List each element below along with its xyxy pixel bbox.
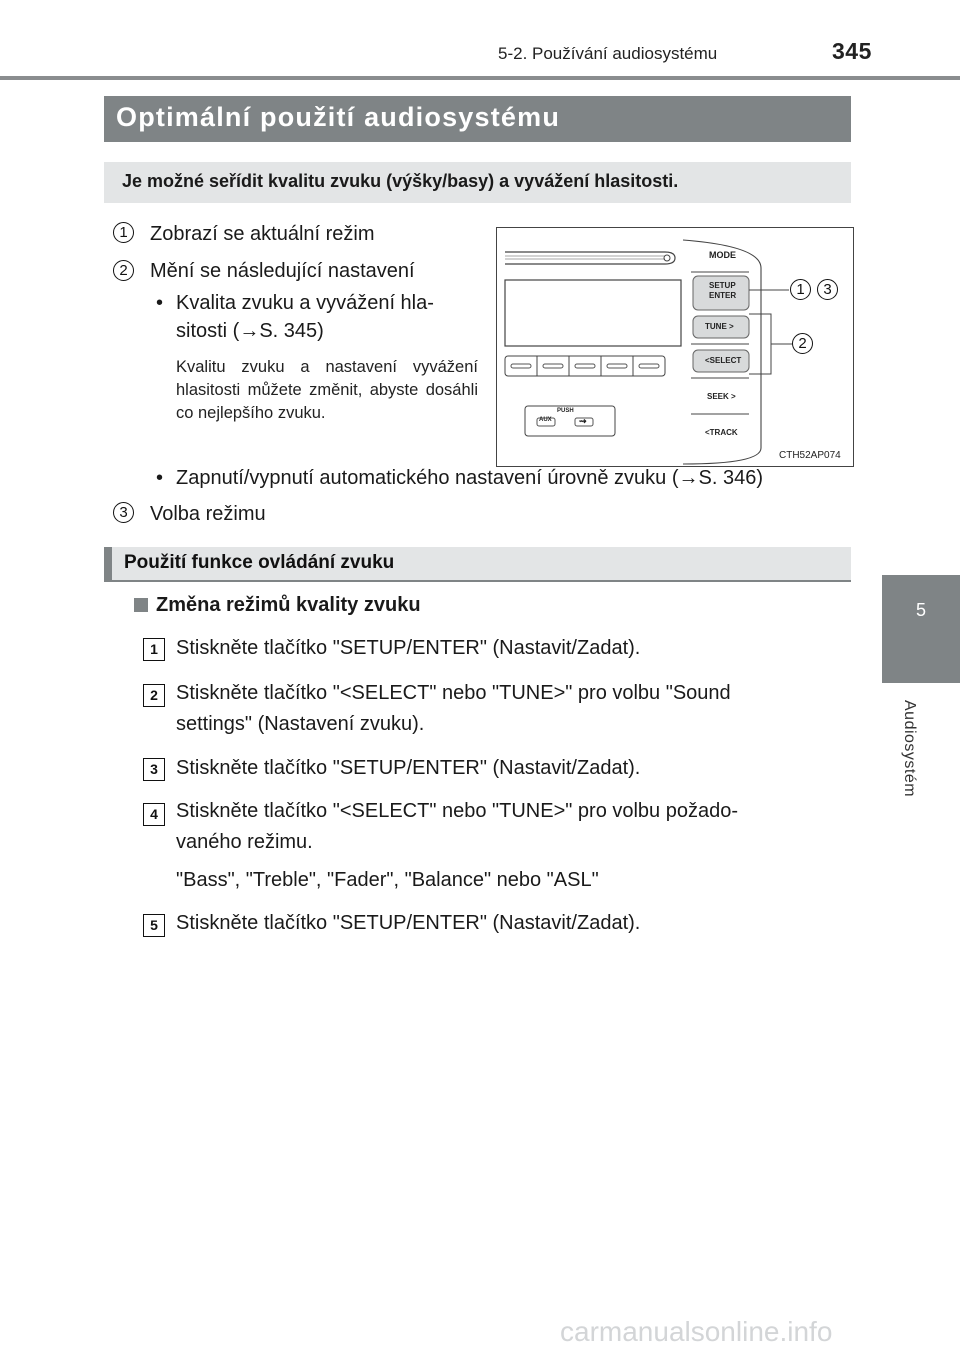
page-number: 345 xyxy=(832,38,872,64)
tune-button: TUNE > xyxy=(705,322,734,331)
subsection-rule xyxy=(104,580,851,582)
step-1-text: Stiskněte tlačítko "SETUP/ENTER" (Nastavit/Zadat). xyxy=(176,637,641,659)
item-1-text: Zobrazí se aktuální režim xyxy=(150,223,375,245)
figure-code: CTH52AP074 xyxy=(779,450,841,461)
step-4-line3: "Bass", "Treble", "Fader", "Balance" nebo "ASL" xyxy=(176,869,599,891)
step-2-number: 2 xyxy=(143,684,165,707)
mode-button: MODE xyxy=(709,250,736,260)
note-text: Kvalitu zvuku a nastavení vyvážení hlasitosti můžete změnit, abyste dosáhli co nejlepšího zvuku. xyxy=(176,358,478,422)
subsection-accent xyxy=(104,547,112,580)
subsection-heading: Změna režimů kvality zvuku xyxy=(156,594,421,616)
step-5-number: 5 xyxy=(143,914,165,937)
bullet-dot: • xyxy=(156,292,164,314)
chapter-tab xyxy=(882,575,960,683)
step-2-line1: Stiskněte tlačítko "<SELECT" nebo "TUNE>" pro volbu "Sound xyxy=(176,682,731,704)
step-4-line1: Stiskněte tlačítko "<SELECT" nebo "TUNE>" pro volbu požado- xyxy=(176,800,739,822)
page-title: Optimální použití audiosystému xyxy=(116,102,561,132)
select-button: <SELECT xyxy=(705,356,742,365)
section-title: 5-2. Používání audiosystému xyxy=(498,44,718,63)
enter-label: ENTER xyxy=(709,291,737,300)
subsection-title: Použití funkce ovládání zvuku xyxy=(124,552,395,573)
aux-label: AUX xyxy=(539,417,552,423)
audio-panel-figure xyxy=(496,227,854,467)
square-bullet-icon xyxy=(134,598,148,612)
track-button: <TRACK xyxy=(705,428,738,437)
callout-2: 2 xyxy=(113,260,134,281)
figure-callout-3: 3 xyxy=(817,279,838,300)
step-4-number: 4 xyxy=(143,803,165,826)
step-2-line2: settings" (Nastavení zvuku). xyxy=(176,713,425,735)
header-rule xyxy=(0,76,960,80)
intro-text: Je možné seřídit kvalitu zvuku (výšky/basy) a vyvážení hlasitosti. xyxy=(122,171,679,191)
item-3-text: Volba režimu xyxy=(150,503,266,525)
seek-button: SEEK > xyxy=(707,392,736,401)
callout-1: 1 xyxy=(113,222,134,243)
bullet-dot: • xyxy=(156,467,164,489)
step-1-number: 1 xyxy=(143,638,165,661)
callout-3: 3 xyxy=(113,502,134,523)
setup-label: SETUP xyxy=(709,281,736,290)
step-4-line2: vaného režimu. xyxy=(176,831,313,853)
step-3-number: 3 xyxy=(143,758,165,781)
push-label: PUSH xyxy=(557,408,574,414)
chapter-label: Audiosystém xyxy=(901,700,918,798)
watermark: carmanualsonline.info xyxy=(560,1316,833,1347)
step-5-text: Stiskněte tlačítko "SETUP/ENTER" (Nastavit/Zadat). xyxy=(176,912,641,934)
chapter-number: 5 xyxy=(915,600,926,620)
usb-icon: ⇝ xyxy=(579,416,587,426)
bullet-1-line1: Kvalita zvuku a vyvážení hla- xyxy=(176,292,434,314)
figure-callout-2: 2 xyxy=(792,333,813,354)
figure-callout-1: 1 xyxy=(790,279,811,300)
bullet-1-line2: sitosti (→S. 345) xyxy=(176,320,324,342)
step-3-text: Stiskněte tlačítko "SETUP/ENTER" (Nastavit/Zadat). xyxy=(176,757,641,779)
item-2-text: Mění se následující nastavení xyxy=(150,260,415,282)
bullet-2-text: Zapnutí/vypnutí automatického nastavení úrovně zvuku (→S. 346) xyxy=(176,467,763,489)
